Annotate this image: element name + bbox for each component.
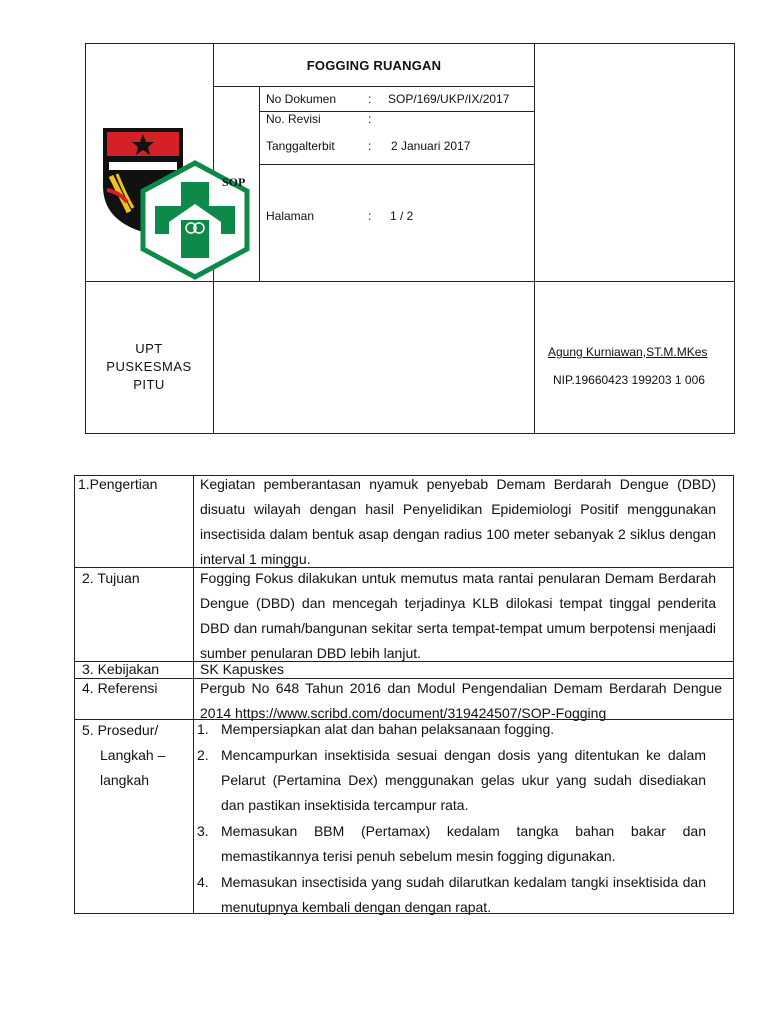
meta-row-page: [266, 209, 314, 223]
unit-line: PUSKESMAS: [106, 359, 192, 374]
meta-value: 1 / 2: [390, 209, 414, 223]
meta-separator: :: [368, 92, 372, 106]
procedure-step: [194, 819, 706, 869]
section-label-definition: 1.Pengertian: [78, 476, 158, 492]
meta-row-revision: [266, 112, 321, 126]
section-label-procedure: [82, 718, 165, 793]
procedure-label-line: 5. Prosedur/: [82, 722, 159, 738]
meta-label: No Dokumen: [266, 92, 337, 106]
unit-name: [85, 340, 213, 394]
meta-label: No. Revisi: [266, 112, 321, 126]
step-number: 2.: [197, 747, 209, 763]
procedure-step: [194, 743, 706, 818]
meta-label: Halaman: [266, 209, 315, 223]
section-text-policy: SK Kapuskes: [200, 661, 285, 677]
section-text-definition: Kegiatan pemberantasan nyamuk penyebab Demam Berdarah Dengue (DBD) disuatu wilayah dengan hasil Penyelidikan Epidemiologi Positif menggunakan insectisida dalam bentuk asap dengan radius 100 meter sebanyak 2 siklus dengan interval 1 minggu.: [200, 476, 716, 567]
step-text: Mempersiapkan alat dan bahan pelaksanaan fogging.: [221, 721, 555, 737]
procedure-label-line: Langkah –: [100, 747, 166, 763]
step-number: 4.: [197, 874, 209, 890]
meta-label: Tanggalterbit: [266, 139, 335, 153]
step-number: 1.: [197, 721, 209, 737]
step-text: Memasukan insectisida yang sudah dilarutkan kedalam tangki insektisida dan menutupnya kembali dengan dengan rapat.: [221, 874, 706, 915]
procedure-label-line: langkah: [100, 772, 150, 788]
section-text-purpose: Fogging Fokus dilakukan untuk memutus mata rantai penularan Demam Berdarah Dengue (DBD) dan mencegah terjadinya KLB dilokasi tempat tinggal penderita DBD dan rumah/bangunan sekitar serta tempat-tempat umum berpotensi menjaadi sumber penularan DBD lebih lanjut.: [200, 570, 716, 661]
meta-separator: :: [368, 139, 372, 153]
unit-line: UPT: [135, 341, 163, 356]
signatory-nip: NIP.19660423 199203 1 006: [553, 373, 705, 387]
meta-separator: :: [368, 112, 372, 126]
sop-label: SOP: [222, 175, 246, 189]
document-title: FOGGING RUANGAN: [306, 58, 442, 73]
step-number: 3.: [197, 823, 209, 839]
unit-line: PITU: [133, 377, 165, 392]
step-text: Mencampurkan insektisida sesuai dengan dosis yang ditentukan ke dalam Pelarut (Pertamina Dex) menggunakan gelas ukur yang sudah disediakan dan pastikan insektisida tercampur rata.: [221, 747, 706, 813]
signatory-name: Agung Kurniawan,ST.M.MKes: [548, 345, 708, 359]
meta-row-issue-date: [266, 139, 335, 153]
procedure-steps: [194, 717, 706, 921]
meta-row-doc-number: [266, 92, 336, 106]
meta-value: SOP/169/UKP/IX/2017: [388, 92, 510, 106]
meta-value: 2 Januari 2017: [391, 139, 471, 153]
section-text-reference: Pergub No 648 Tahun 2016 dan Modul Pengendalian Demam Berdarah Dengue 2014 https://www.scribd.com/document/319424507/SOP-Fogging: [200, 680, 722, 721]
section-label-reference: 4. Referensi: [82, 680, 158, 696]
procedure-step: [194, 870, 706, 920]
step-text: Memasukan BBM (Pertamax) kedalam tangka bahan bakar dan memastikannya terisi penuh sebelum mesin fogging digunakan.: [221, 823, 706, 864]
meta-separator: :: [368, 209, 372, 223]
section-label-policy: 3. Kebijakan: [82, 661, 160, 677]
procedure-step: [194, 717, 706, 742]
section-label-purpose: 2. Tujuan: [82, 570, 140, 586]
